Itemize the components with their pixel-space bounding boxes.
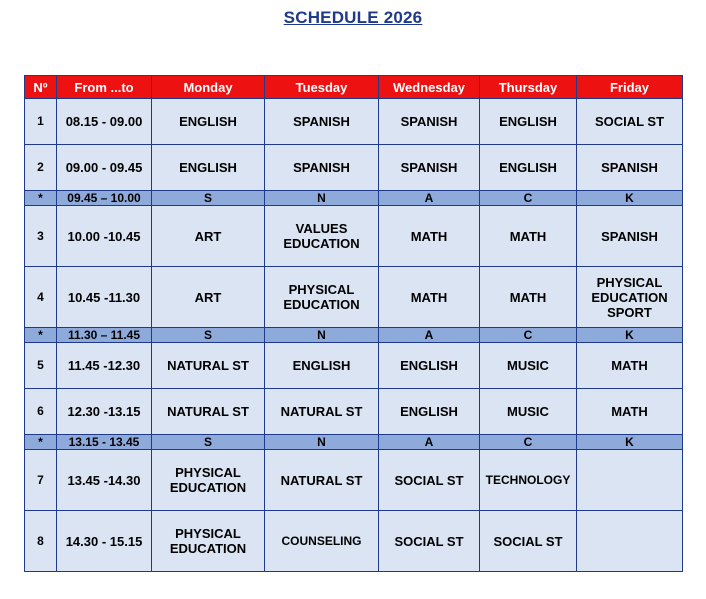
row-number: * <box>25 328 57 343</box>
snack-letter: N <box>265 328 379 343</box>
row-number: 2 <box>25 145 57 191</box>
tuesday-cell: SPANISH <box>265 99 379 145</box>
tuesday-cell: VALUES EDUCATION <box>265 206 379 267</box>
thursday-cell: ENGLISH <box>480 145 577 191</box>
friday-cell: SPANISH <box>577 206 683 267</box>
header-wednesday: Wednesday <box>379 76 480 99</box>
header-monday: Monday <box>152 76 265 99</box>
tuesday-cell: COUNSELING <box>265 511 379 572</box>
table-row <box>25 389 683 435</box>
table-row <box>25 267 683 328</box>
table-body <box>25 99 683 572</box>
wednesday-cell: SPANISH <box>379 145 480 191</box>
monday-cell: ENGLISH <box>152 99 265 145</box>
snack-letter: S <box>152 328 265 343</box>
table-header <box>25 76 683 99</box>
tuesday-cell: PHYSICAL EDUCATION <box>265 267 379 328</box>
snack-letter: S <box>152 191 265 206</box>
snack-letter: A <box>379 191 480 206</box>
table-row <box>25 511 683 572</box>
row-number: 8 <box>25 511 57 572</box>
snack-letter: N <box>265 191 379 206</box>
monday-cell: NATURAL ST <box>152 389 265 435</box>
table-row <box>25 206 683 267</box>
table-row <box>25 145 683 191</box>
time-cell: 13.45 -14.30 <box>57 450 152 511</box>
friday-cell: MATH <box>577 343 683 389</box>
snack-letter: C <box>480 328 577 343</box>
friday-cell: PHYSICAL EDUCATION SPORT <box>577 267 683 328</box>
table-row <box>25 343 683 389</box>
row-number: 4 <box>25 267 57 328</box>
time-cell: 13.15 - 13.45 <box>57 435 152 450</box>
table-row <box>25 450 683 511</box>
monday-cell: ART <box>152 267 265 328</box>
header-row <box>25 76 683 99</box>
snack-letter: C <box>480 435 577 450</box>
snack-letter: C <box>480 191 577 206</box>
time-cell: 10.00 -10.45 <box>57 206 152 267</box>
wednesday-cell: ENGLISH <box>379 343 480 389</box>
header-number: Nº <box>25 76 57 99</box>
header-thursday: Thursday <box>480 76 577 99</box>
schedule-table <box>24 75 683 572</box>
row-number: * <box>25 435 57 450</box>
thursday-cell: TECHNOLOGY <box>480 450 577 511</box>
header-friday: Friday <box>577 76 683 99</box>
tuesday-cell: ENGLISH <box>265 343 379 389</box>
tuesday-cell: NATURAL ST <box>265 450 379 511</box>
snack-letter: N <box>265 435 379 450</box>
time-cell: 12.30 -13.15 <box>57 389 152 435</box>
row-number: 6 <box>25 389 57 435</box>
thursday-cell: SOCIAL ST <box>480 511 577 572</box>
thursday-cell: MUSIC <box>480 343 577 389</box>
header-tuesday: Tuesday <box>265 76 379 99</box>
wednesday-cell: MATH <box>379 206 480 267</box>
wednesday-cell: MATH <box>379 267 480 328</box>
monday-cell: NATURAL ST <box>152 343 265 389</box>
monday-cell: PHYSICAL EDUCATION <box>152 511 265 572</box>
snack-letter: K <box>577 191 683 206</box>
friday-cell <box>577 511 683 572</box>
row-number: 5 <box>25 343 57 389</box>
time-cell: 14.30 - 15.15 <box>57 511 152 572</box>
monday-cell: PHYSICAL EDUCATION <box>152 450 265 511</box>
monday-cell: ENGLISH <box>152 145 265 191</box>
time-cell: 11.45 -12.30 <box>57 343 152 389</box>
wednesday-cell: ENGLISH <box>379 389 480 435</box>
thursday-cell: ENGLISH <box>480 99 577 145</box>
time-cell: 10.45 -11.30 <box>57 267 152 328</box>
friday-cell: SOCIAL ST <box>577 99 683 145</box>
time-cell: 11.30 – 11.45 <box>57 328 152 343</box>
snack-letter: K <box>577 328 683 343</box>
snack-letter: S <box>152 435 265 450</box>
monday-cell: ART <box>152 206 265 267</box>
snack-letter: K <box>577 435 683 450</box>
time-cell: 09.45 – 10.00 <box>57 191 152 206</box>
friday-cell <box>577 450 683 511</box>
wednesday-cell: SOCIAL ST <box>379 450 480 511</box>
row-number: 1 <box>25 99 57 145</box>
row-number: 3 <box>25 206 57 267</box>
wednesday-cell: SOCIAL ST <box>379 511 480 572</box>
row-number: * <box>25 191 57 206</box>
thursday-cell: MATH <box>480 267 577 328</box>
tuesday-cell: SPANISH <box>265 145 379 191</box>
snack-letter: A <box>379 435 480 450</box>
snack-row <box>25 435 683 450</box>
header-time: From ...to <box>57 76 152 99</box>
time-cell: 09.00 - 09.45 <box>57 145 152 191</box>
wednesday-cell: SPANISH <box>379 99 480 145</box>
snack-letter: A <box>379 328 480 343</box>
table-row <box>25 99 683 145</box>
snack-row <box>25 191 683 206</box>
friday-cell: SPANISH <box>577 145 683 191</box>
time-cell: 08.15 - 09.00 <box>57 99 152 145</box>
row-number: 7 <box>25 450 57 511</box>
thursday-cell: MUSIC <box>480 389 577 435</box>
snack-row <box>25 328 683 343</box>
friday-cell: MATH <box>577 389 683 435</box>
thursday-cell: MATH <box>480 206 577 267</box>
tuesday-cell: NATURAL ST <box>265 389 379 435</box>
page-title: SCHEDULE 2026 <box>283 8 423 27</box>
